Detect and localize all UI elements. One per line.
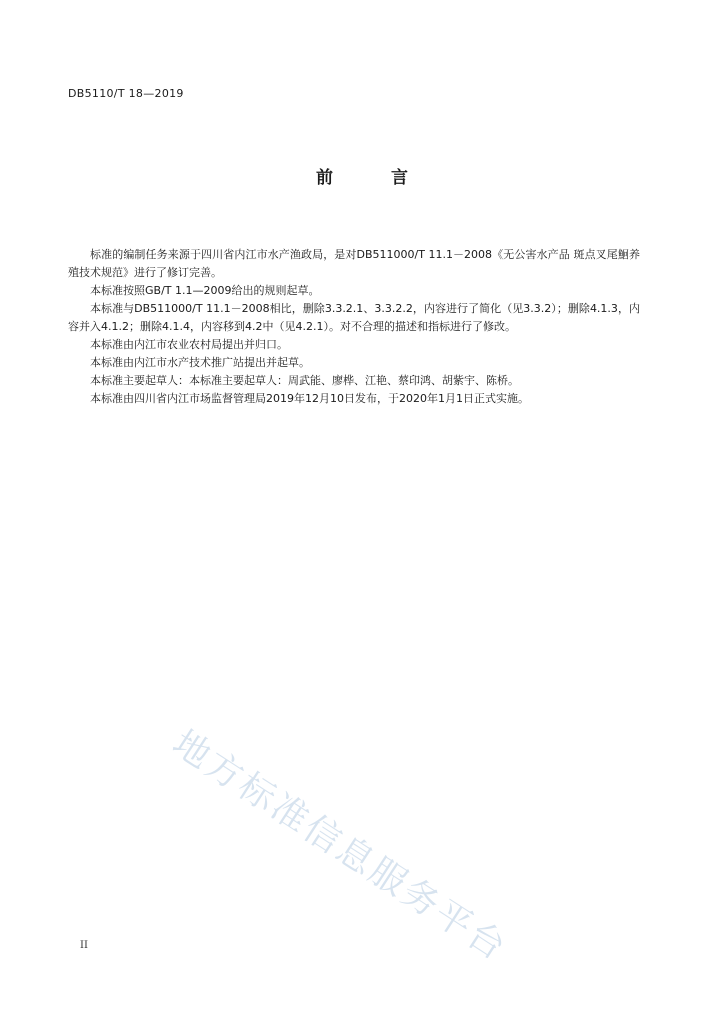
paragraph-drafters: 本标准主要起草人：本标准主要起草人：周武能、廖桦、江艳、蔡印鸿、胡紫宇、陈桥。: [90, 374, 519, 387]
page-title: 前 言: [316, 168, 434, 188]
page-number: II: [80, 940, 88, 951]
paragraph-release: 本标准由四川省内江市场监督管理局2019年12月10日发布，于2020年1月1日正式实施。: [90, 392, 529, 405]
paragraph-proposer: 本标准由内江市农业农村局提出并归口。: [90, 338, 288, 351]
paragraph-source: 标准的编制任务来源于四川省内江市水产渔政局，是对DB511000/T 11.1－2008《无公害水产品 斑点叉尾鮰养殖技术规范》进行了修订完善。: [68, 248, 640, 279]
paragraph-drafting-rules: 本标准按照GB/T 1.1—2009给出的规则起草。: [90, 284, 320, 297]
paragraph-drafter-org: 本标准由内江市水产技术推广站提出并起草。: [90, 356, 310, 369]
watermark: 地方标准信息服务平台: [165, 722, 515, 970]
paragraph-changes: 本标准与DB511000/T 11.1－2008相比，删除3.3.2.1、3.3.2.2，内容进行了简化（见3.3.2）；删除4.1.3，内容并入4.1.2；删除4.1.4，内容移到4.2中（见4.2.1）。对不合理的描述和指标进行了修改。: [68, 302, 640, 333]
document-code: DB5110/T 18—2019: [68, 87, 184, 100]
foreword-body: [68, 246, 640, 408]
